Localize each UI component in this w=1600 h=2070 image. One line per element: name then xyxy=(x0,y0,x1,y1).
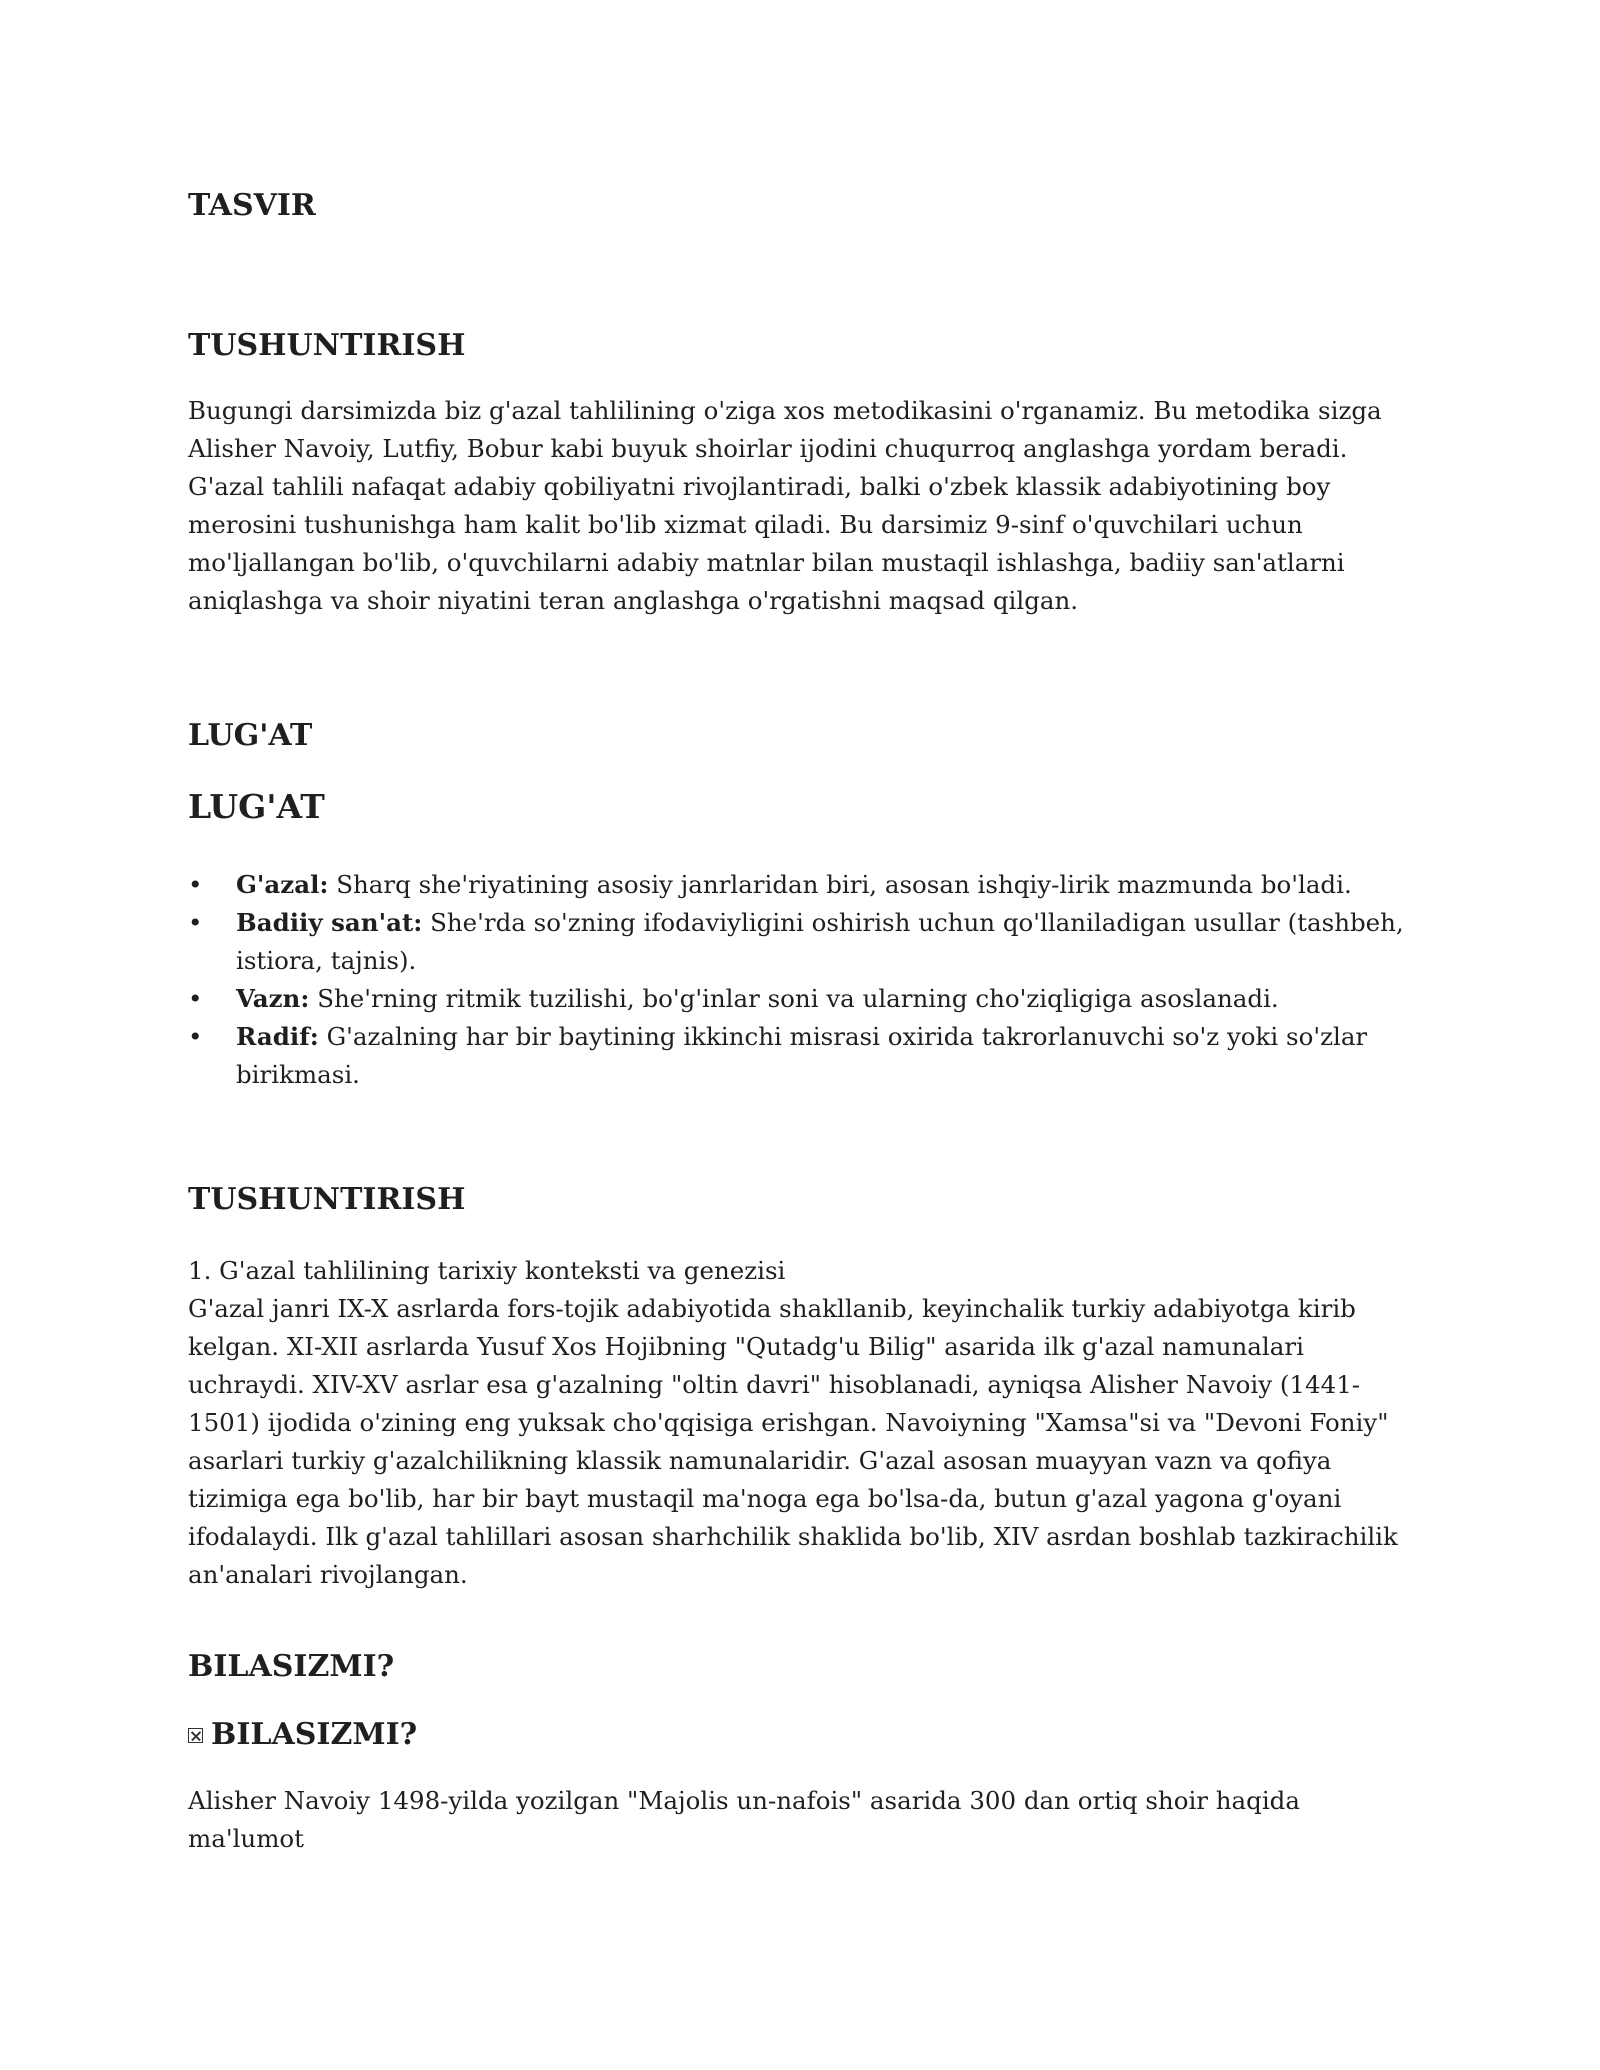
history-subtitle: 1. G'azal tahlilining tarixiy konteksti va genezisi xyxy=(188,1256,786,1285)
bullet-icon: • xyxy=(188,870,203,899)
subheading-bilasizmi-label: BILASIZMI? xyxy=(211,1717,418,1752)
intro-paragraph: Bugungi darsimizda biz g'azal tahlilining o'ziga xos metodikasini o'rganamiz. Bu metodika sizga Alisher Navoiy, Lutfiy, Bobur kabi buyuk shoirlar ijodini chuqurroq anglashga yordam beradi. G'azal tahlili nafaqat adabiy qobiliyatni rivojlantiradi, balki o'zbek klassik adabiyotining boy merosini tushunishga ham kalit bo'lib xizmat qiladi. Bu darsimiz 9-sinf o'quvchilari uchun mo'ljallangan bo'lib, o'quvchilarni adabiy matnlar bilan mustaqil ishlashga, badiiy san'atlarni aniqlashga va shoir niyatini teran anglashga o'rgatishni maqsad qilgan. xyxy=(188,396,1382,615)
list-item xyxy=(188,1018,1418,1094)
heading-tushuntirish-intro: TUSHUNTIRISH xyxy=(188,328,466,363)
glossary-term: Badiiy san'at: xyxy=(236,908,423,937)
heading-tushuntirish-history: TUSHUNTIRISH xyxy=(188,1182,466,1217)
list-item xyxy=(188,904,1418,980)
glossary-definition: Sharq she'riyatining asosiy janrlaridan biri, asosan ishqiy-lirik mazmunda bo'ladi. xyxy=(328,870,1352,899)
didyouknow-paragraph: Alisher Navoiy 1498-yilda yozilgan "Majolis un-nafois" asarida 300 dan ortiq shoir haqida ma'lumot xyxy=(188,1786,1300,1853)
glossary-term: G'azal: xyxy=(236,870,329,899)
glossary-definition: G'azalning har bir baytining ikkinchi misrasi oxirida takrorlanuvchi so'z yoki so'zlar birikmasi. xyxy=(236,1022,1368,1089)
box-x-icon xyxy=(188,1728,203,1743)
glossary-term: Vazn: xyxy=(236,984,310,1013)
glossary-definition: She'rning ritmik tuzilishi, bo'g'inlar soni va ularning cho'ziqligiga asoslanadi. xyxy=(309,984,1279,1013)
glossary-definition: She'rda so'zning ifodaviyligini oshirish uchun qo'llaniladigan usullar (tashbeh, istiora, tajnis). xyxy=(236,908,1404,975)
list-item xyxy=(188,866,1418,904)
bullet-icon: • xyxy=(188,984,203,1013)
glossary-term: Radif: xyxy=(236,1022,319,1051)
history-paragraph: G'azal janri IX-X asrlarda fors-tojik adabiyotida shakllanib, keyinchalik turkiy adabiyotga kirib kelgan. XI-XII asrlarda Yusuf Xos Hojibning "Qutadg'u Bilig" asarida ilk g'azal namunalari uchraydi. XIV-XV asrlar esa g'azalning "oltin davri" hisoblanadi, ayniqsa Alisher Navoiy (1441-1501) ijodida o'zining eng yuksak cho'qqisiga erishgan. Navoiyning "Xamsa"si va "Devoni Foniy" asarlari turkiy g'azalchilikning klassik namunalaridir. G'azal asosan muayyan vazn va qofiya tizimiga ega bo'lib, har bir bayt mustaqil ma'noga ega bo'lsa-da, butun g'azal yagona g'oyani ifodalaydi. Ilk g'azal tahlillari asosan sharhchilik shaklida bo'lib, XIV asrdan boshlab tazkirachilik an'analari rivojlangan. xyxy=(188,1294,1398,1589)
subheading-lugat: LUG'AT xyxy=(188,787,325,826)
heading-bilasizmi: BILASIZMI? xyxy=(188,1649,395,1684)
bullet-icon: • xyxy=(188,908,203,937)
heading-lugat: LUG'AT xyxy=(188,718,313,753)
subheading-bilasizmi xyxy=(188,1715,417,1755)
heading-tasvir: TASVIR xyxy=(188,188,316,223)
glossary-list xyxy=(188,866,1418,1094)
bullet-icon: • xyxy=(188,1022,203,1051)
list-item xyxy=(188,980,1418,1018)
